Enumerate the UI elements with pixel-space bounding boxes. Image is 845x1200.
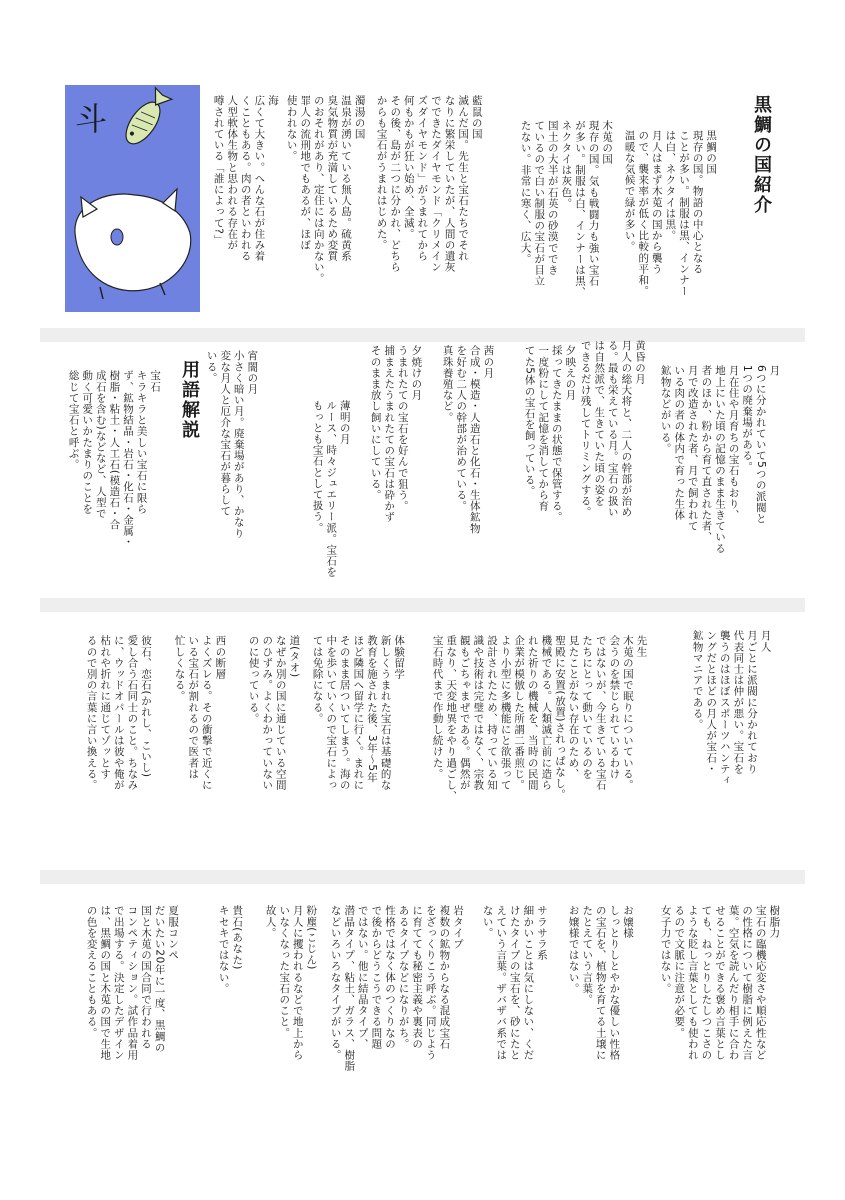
block-yoiyami: 宵闇の月 小さく暗い月。廃棄場があり、かなり 変な月人と厄介な宝石が暮らして いる。 bbox=[205, 350, 259, 539]
block-kareishi: 彼石、恋石(かれし、こいし) 愛し合う石同士のこと。ちなみ に、ウッドオパールは彼や俺が 枯れや折れに通じてゾッとす るので別の言葉に言い換える。 bbox=[85, 635, 152, 791]
block-yuubae: 夕映えの月 採ってきたままの状態で保管する。 一度粉にして記憶を消してから育 てた5体の宝石を飼っている。 bbox=[523, 345, 577, 523]
section-title-countries: 黒鯛の国紹介 bbox=[751, 95, 772, 215]
block-fukuconpe: 夏服コンペ だいたい20年に一度、黒鯛の 国と木莵の国合同で行われる コンペティション。試作品着用 で出場する。決定したデザイン は、黒鯛の国と木莵の国で生地 の色を変えることもある。 bbox=[85, 905, 180, 1061]
divider-band bbox=[40, 598, 805, 612]
block-akane: 茜の月 合成・模造・人造石と化石・生体鉱物 を好む二人の幹部が治めている。 真珠養殖など。 bbox=[441, 345, 495, 534]
block-hoseki: 宝石 キラキラと美しい宝石に限ら ず、鉱物結晶・岩石・化石・金属・ 樹脂・粘土・人工石(模造石・合 成石を含む)などなど、人型で 動く可愛いかたまりのことを 総じて宝石と呼ぶ。 bbox=[67, 370, 162, 548]
divider-band bbox=[40, 870, 805, 884]
block-mimizuku: 木莵の国 現存の国。気も戦闘力も強い宝石 が多い。制服は白、インナーは黒、 ネクタイは灰色。 国土の大半が石英の砂漠ででき ているので白い制服の宝石が目立 たない。非常に寒く、広大。 bbox=[519, 120, 614, 298]
block-funjin: 粉塵(こじん) 月人に攫われるなどで地上から いなくなった宝石のこと。 故人。 bbox=[264, 905, 318, 1061]
section-title-terms: 用語解説 bbox=[179, 360, 200, 440]
block-nigoriyu: 濁湯の国 温泉が湧いている無人島。硫黄系 臭気物質が充満しているため変質 のおそれがあり、定住には向かない。 罪人の流刑地でもあるが、ほぼ 使われない。 bbox=[285, 95, 366, 284]
block-yuuyake: 夕焼けの月 うまれたての宝石を好んで狙う。 捕まえたうまれたての宝石は砕かず そのまま放し飼いにしている。 bbox=[369, 345, 423, 523]
block-sarasara: サラサラ系 細かいことは気にしない、くだ けたタイプの宝石を、砂にたと えていう言葉。ザバザバ系では ない。 bbox=[481, 905, 548, 1061]
calligraphy-glyph: 斗 bbox=[75, 100, 108, 138]
block-tsuki: 月 6つに分かれていて5つの派閥と 1つの廃棄場がある。 月在住や月育ちの宝石もおり、 地上にいた頃の記憶のまま生きている 者のほか、粉から育て直された者、 月で改造された者、月で飼われて いる肉の者の体内で育った生体 鉱物などがいる。 bbox=[659, 365, 781, 554]
block-nishi: 西の断層 よくズレる。その衝撃で近くに いる宝石が割れるので医者は 忙しくなる。 bbox=[173, 635, 227, 791]
block-kiseki: 貴石(あなた) キセキではない。 bbox=[217, 905, 244, 994]
block-jushiryoku: 樹脂力 宝石の臨機応変さや順応性など の性格について樹脂に例えた言 葉。空気を読んだり相手に合わ せることができる褒め言葉とし ても、ねっとりしたしつこさの ような貶し言葉としても使われ るので文脈に注意が必要。 女子力ではない。 bbox=[659, 905, 781, 1061]
divider-band bbox=[40, 328, 805, 342]
block-usuake: 薄明の月 ルース、時々ジュエリー派。宝石を もっとも宝石として扱う。 bbox=[311, 400, 351, 578]
illustration-panel bbox=[65, 85, 200, 312]
block-tasogare: 黄昏の月 月人の総大将と、二人の幹部が治め る。最も栄えている月。宝石の扱い は自然派で、生きていた頃の姿を できるだけ残してトリミングする。 bbox=[579, 340, 646, 518]
block-sensei: 先生 木莵の国で眠りについている。 会うのを禁じられているわけ ではないが、今生きている宝石 たちにとって動いているのを 見たことがない存在のため、 聖殿に安置(放置)されっぱなし。 機械である。人類滅亡前に造ら れた祈りの機械を、当時の民間 企業が模倣した所謂二番煎じ。 より小型に多機能にと欲張って 設計されたため、持っている知 識や技術は完璧ではなく、宗教 観もごちゃまぜである。偶然が 重なり、天変地異をやり過ごし、 宝石時代まで作動し続けた。 bbox=[431, 635, 648, 802]
block-tsukibito: 月人 月ごとに派閥に分かれており 代表同士は仲が悪い。宝石を 襲うのはほぼスポーツハンティ ングだとほどの月人が宝石・ 鉱物マニアである。 bbox=[691, 630, 772, 786]
block-michi: 道(タオ) なぜか別の国に通じている空間 のひずみ。よくわかっていない のに使っている。 bbox=[247, 635, 301, 791]
illustration-art bbox=[65, 85, 200, 312]
block-kurodai: 黒鯛の国 現存の国。物語の中心となる ことが多い。制服は黒、インナー は白、ネクタイは黒。 月人はまず木莵の国から襲う ので、襲来率が低く比較的平和。 温暖な気候で緑が多い。 bbox=[623, 130, 718, 297]
block-umi: 海 広くて大きい。へんな石が住み着 くこともある。肉の者といわれる 人型軟体生物と思われる存在が 噂されている「誰によって?」 bbox=[212, 95, 279, 262]
block-ojousama: お嬢様 しっとりしとやかな優しい性格 の宝石を、植物を育てる土壌に たとえていう言葉。 お嬢様ではない。 bbox=[567, 905, 634, 1061]
block-taiken: 体験留学 新しくうまれた宝石は基礎的な 教育を施された後、3年～5年 ほど隣国へ留学に行く。まれに そのまま居ついてしまう。海の 中を歩いていくので宝石によっ ては免除になる。 bbox=[311, 635, 406, 791]
block-iwa: 岩タイプ 複数の鉱物からなる混成宝石 をざっくりこう呼ぶ。同じよう に育てても秘密主義や裏表の あるタイプなどになりがち。 性格ではなく体のつくりなの で後からどうこうできる問題 ではない。他に結晶タイプ、 潜晶タイプ、粘土、ガラス、樹脂 などいろいろなタイプがいる。 bbox=[329, 905, 464, 1072]
block-airan: 藍鼠の国 滅んだ国。先生と宝石たちでそれ なりに繁栄していたが、人間の遺灰 でできたダイヤモンド「クリメイン ズダイヤモンド」がうまれてから 何もかもが狂い始め、全滅。 その後、島が二つに分かれ、どちら からも宝石がうまれはじめた。 bbox=[375, 95, 483, 273]
